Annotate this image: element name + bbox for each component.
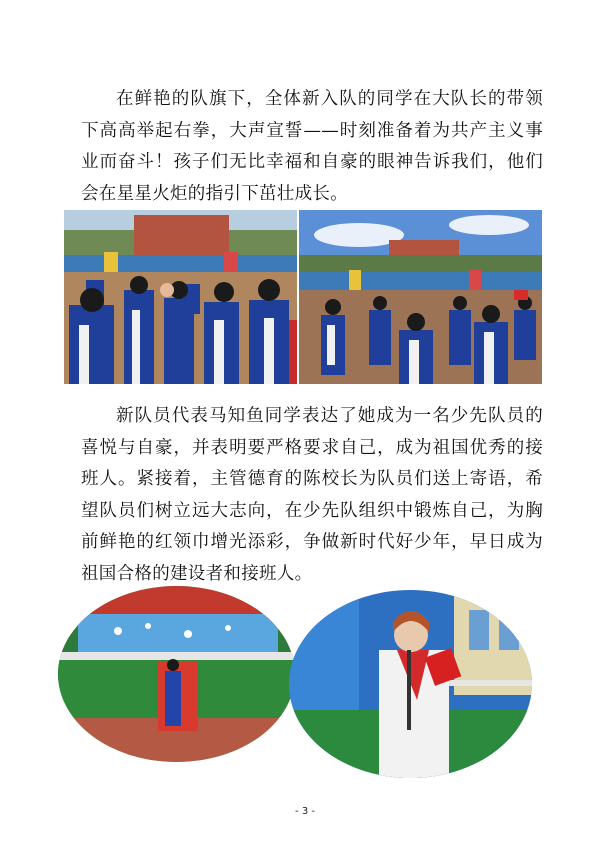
paragraph-oath: 在鲜艳的队旗下，全体新入队的同学在大队长的带领下高高举起右拳，大声宣誓——时刻准备着为共产主义事业而奋斗！孩子们无比幸福和自豪的眼神告诉我们，他们会在星星火炬的指引下茁壮成长。 — [81, 89, 543, 204]
photo-student-representative — [58, 586, 295, 762]
photo-principal-speech — [289, 590, 532, 778]
photo-students-oath-field — [299, 210, 542, 384]
photo-students-oath-closeup — [64, 210, 297, 384]
paragraph-representative-speech: 新队员代表马知鱼同学表达了她成为一名少先队员的喜悦与自豪，并表明要严格要求自己，成为祖国优秀的接班人。紧接着，主管德育的陈校长为队员们送上寄语，希望队员们树立远大志向，在少先队组织中锻炼自己，为胸前鲜艳的红领巾增光添彩，争做新时代好少年，早日成为祖国合格的建设者和接班人。 — [81, 406, 543, 584]
page-number: - 3 - — [295, 806, 315, 817]
